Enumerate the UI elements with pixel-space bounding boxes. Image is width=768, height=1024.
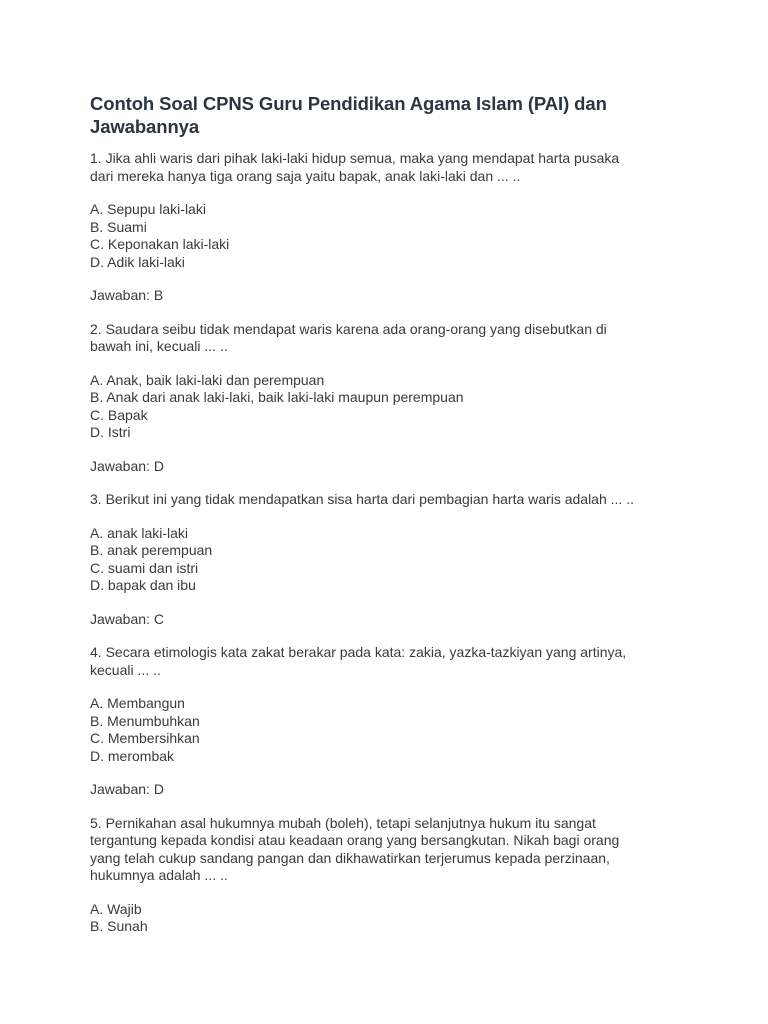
option-c: C. Bapak (90, 406, 148, 423)
option-a: A. Membangun (90, 695, 185, 711)
option-list (90, 525, 690, 595)
document-title: Contoh Soal CPNS Guru Pendidikan Agama Islam (PAI) dan Jawabannya (90, 93, 607, 137)
option-list (90, 372, 690, 442)
option-list (90, 695, 690, 765)
option-b: B. anak perempuan (90, 542, 213, 558)
question-text: 1. Jika ahli waris dari pihak laki-laki hidup semua, maka yang mendapat harta pusaka dari mereka hanya tiga orang saja yaitu bapak, anak laki-laki dan ... .. (90, 150, 620, 184)
answer-text: Jawaban: D (90, 457, 164, 474)
option-list (90, 901, 690, 936)
option-list (90, 201, 690, 271)
question-5 (90, 815, 690, 936)
option-b: B. Menumbuhkan (90, 712, 200, 729)
question-text: 5. Pernikahan asal hukumnya mubah (boleh), tetapi selanjutnya hukum itu sangat tergantung kepada kondisi atau keadaan orang yang bersangkutan. Nikah bagi orang yang telah cukup sandang pangan dan dikhawatirkan terjerumus kepada perzinaan, hukumnya adalah ... .. (90, 814, 620, 883)
answer-text: Jawaban: C (90, 610, 164, 627)
question-text: 2. Saudara seibu tidak mendapat waris karena ada orang-orang yang disebutkan di bawah ini, kecuali ... .. (90, 320, 607, 354)
question-text: 3. Berikut ini yang tidak mendapatkan sisa harta dari pembagian harta waris adalah ... .. (90, 491, 634, 507)
option-c: C. Membersihkan (90, 730, 200, 746)
answer-text: Jawaban: D (90, 781, 164, 797)
document-page (90, 92, 690, 952)
option-a: A. Wajib (90, 900, 142, 917)
question-text: 4. Secara etimologis kata zakat berakar pada kata: zakia, yazka-tazkiyan yang artinya, kecuali ... .. (90, 644, 627, 678)
option-d: D. bapak dan ibu (90, 577, 196, 593)
question-1 (90, 150, 690, 305)
option-d: D. Adik laki-laki (90, 253, 185, 270)
option-a: A. Anak, baik laki-laki dan perempuan (90, 371, 325, 388)
option-d: D. merombak (90, 747, 175, 764)
option-b: B. Anak dari anak laki-laki, baik laki-laki maupun perempuan (90, 389, 464, 405)
question-4 (90, 644, 690, 799)
option-b: B. Suami (90, 218, 147, 235)
question-2 (90, 321, 690, 476)
option-a: A. anak laki-laki (90, 524, 189, 541)
option-a: A. Sepupu laki-laki (90, 201, 206, 217)
option-c: C. Keponakan laki-laki (90, 236, 230, 252)
question-3 (90, 491, 690, 628)
answer-text: Jawaban: B (90, 287, 164, 303)
option-d: D. Istri (90, 424, 131, 440)
option-c: C. suami dan istri (90, 559, 199, 576)
option-b: B. Sunah (90, 918, 148, 934)
